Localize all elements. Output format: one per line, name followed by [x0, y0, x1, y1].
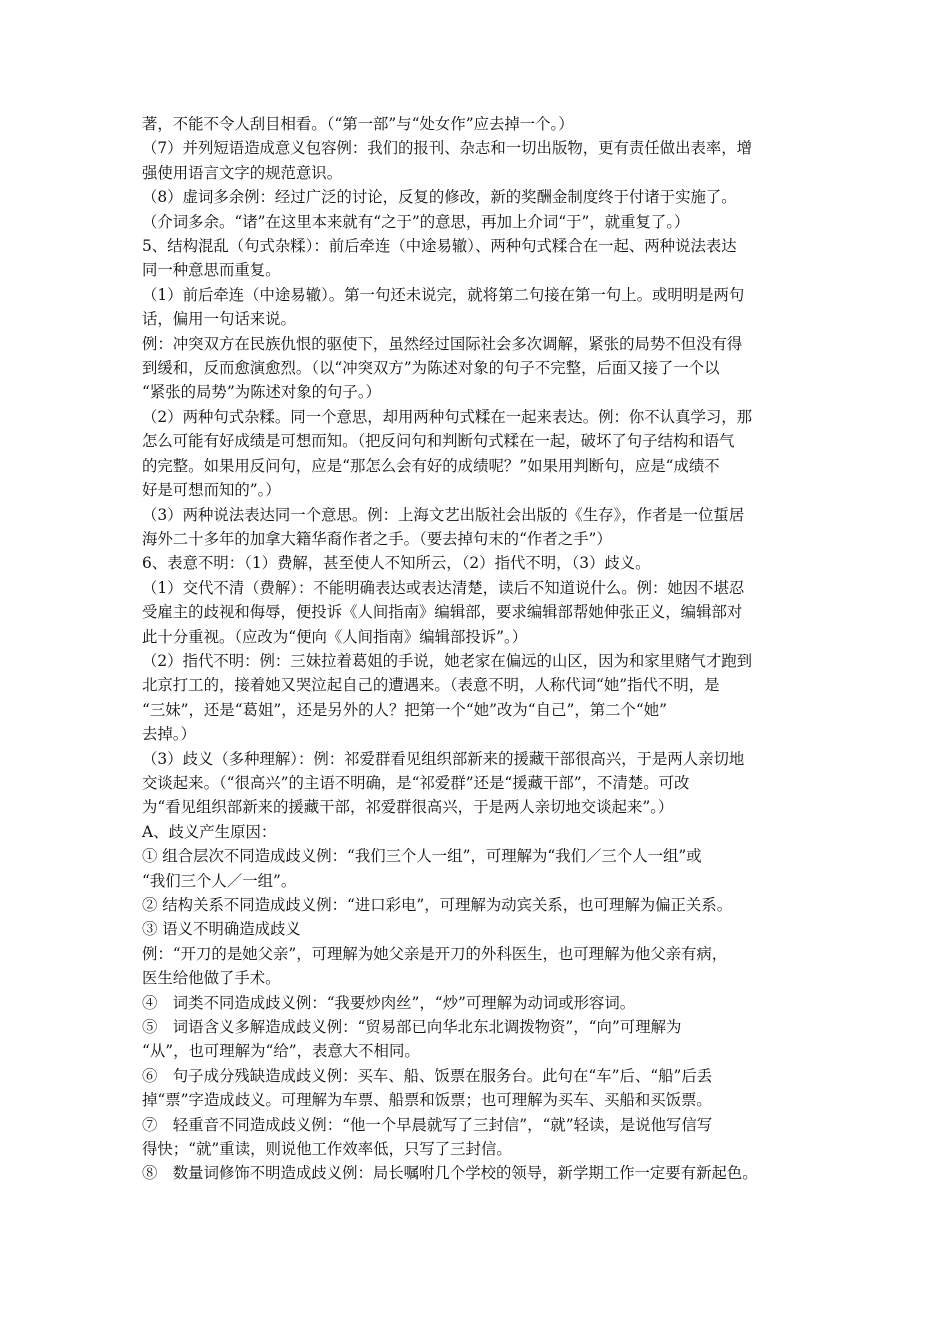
text-line: 强使用语言文字的规范意识。 [142, 163, 343, 182]
text-line: 得快；“就”重读，则说他工作效率低，只写了三封信。 [142, 1140, 512, 1159]
text-line: “紧张的局势”为陈述对象的句子。） [142, 383, 381, 402]
text-line: 去掉。） [142, 725, 196, 744]
text-line: 交谈起来。（“很高兴”的主语不明确，是“祁爱群”还是“援藏干部”，不清楚。可改 [142, 773, 690, 792]
text-line: 话，偏用一句话来说。 [142, 310, 296, 329]
text-line: 医生给他做了手术。 [142, 969, 281, 988]
text-line: ② 结构关系不同造成歧义例：“进口彩电”，可理解为动宾关系，也可理解为偏正关系。 [142, 896, 733, 914]
text-line: （7）并列短语造成意义包容例：我们的报刊、杂志和一切出版物，更有责任做出表率，增 [142, 139, 753, 158]
text-line: 此十分重视。（应改为“便向《人间指南》编辑部投诉”。） [142, 627, 528, 646]
text-line: 5、结构混乱（句式杂糅）：前后牵连（中途易辙）、两种句式糅合在一起、两种说法表达 [142, 237, 737, 256]
text-line: 北京打工的，接着她又哭泣起自己的遭遇来。（表意不明，人称代词“她”指代不明，是 [142, 676, 720, 695]
text-line: 同一种意思而重复。 [142, 261, 281, 280]
text-line: ③ 语义不明确造成歧义 [142, 920, 301, 939]
document-body [142, 112, 832, 1186]
text-line: 例：冲突双方在民族仇恨的驱使下，虽然经过国际社会多次调解，紧张的局势不但没有得 [142, 334, 743, 353]
text-line: 到缓和，反而愈演愈烈。（以“冲突双方”为陈述对象的句子不完整，后面又接了一个以 [142, 359, 720, 378]
text-line: 海外二十多年的加拿大籍华裔作者之手。（要去掉句末的“作者之手”） [142, 529, 612, 548]
text-line: 的完整。如果用反问句，应是“那怎么会有好的成绩呢？”如果用判断句，应是“成绩不 [142, 456, 720, 475]
text-line: 著，不能不令人刮目相看。（“第一部”与“处女作”应去掉一个。） [142, 115, 574, 133]
text-line: 例：“开刀的是她父亲”，可理解为她父亲是开刀的外科医生，也可理解为他父亲有病， [142, 944, 728, 963]
text-line: 6、表意不明：（1）费解，甚至使人不知所云，（2）指代不明，（3）歧义。 [142, 554, 651, 573]
text-line: 怎么可能有好成绩是可想而知。（把反问句和判断句式糅在一起，破坏了句子结构和语气 [142, 432, 735, 451]
text-line: （介词多余。“诸”在这里本来就有“之于”的意思，再加上介词“于”，就重复了。） [142, 212, 690, 231]
text-line: ⑦ 轻重音不同造成歧义例：“他一个早晨就写了三封信”，“就”轻读，是说他写信写 [142, 1115, 713, 1134]
text-line: ① 组合层次不同造成歧义例：“我们三个人一组”，可理解为“我们／三个人一组”或 [142, 847, 702, 866]
text-line: A、歧义产生原因： [142, 822, 277, 841]
text-line: “三妹”，还是“葛姐”，还是另外的人？把第一个“她”改为“自己”，第二个“她” [142, 700, 668, 719]
text-line: （1）前后牵连（中途易辙）。第一句还未说完，就将第二句接在第一句上。或明明是两句 [142, 285, 745, 304]
text-line: （1）交代不清（费解）：不能明确表达或表达清楚，读后不知道说什么。例：她因不堪忍 [142, 578, 745, 597]
text-line: 掉“票”字造成歧义。可理解为车票、船票和饭票；也可理解为买车、买船和买饭票。 [142, 1091, 712, 1110]
text-line: ⑤ 词语含义多解造成歧义例：“贸易部已向华北东北调拨物资”，“向”可理解为 [142, 1018, 682, 1037]
text-line: （2）两种句式杂糅。同一个意思，却用两种句式糅在一起来表达。例：你不认真学习，那 [142, 407, 753, 426]
text-line: （3）两种说法表达同一个意思。例：上海文艺出版社会出版的《生存》，作者是一位蜇居 [142, 505, 745, 524]
text-line: （8）虚词多余例：经过广泛的讨论，反复的修改，新的奖酬金制度终于付诸于实施了。 [142, 188, 737, 207]
text-line: ④ 词类不同造成歧义例：“我要炒肉丝”，“炒”可理解为动词或形容词。 [142, 993, 636, 1012]
text-line: 为“看见组织部新来的援藏干部，祁爱群很高兴，于是两人亲切地交谈起来”。） [142, 798, 674, 817]
text-line: 好是可想而知的”。） [142, 481, 281, 500]
text-line: （3）歧义（多种理解）：例：祁爱群看见组织部新来的援藏干部很高兴，于是两人亲切地 [142, 749, 745, 768]
text-line: 受雇主的歧视和侮辱，便投诉《人间指南》编辑部，要求编辑部帮她伸张正义，编辑部对 [142, 603, 743, 622]
text-line: “我们三个人／一组”。 [142, 871, 297, 890]
text-line: （2）指代不明：例：三妹拉着葛姐的手说，她老家在偏远的山区，因为和家里赌气才跑到 [142, 651, 753, 670]
text-line: ⑥ 句子成分残缺造成歧义例：买车、船、饭票在服务台。此句在“车”后、“船”后丢 [142, 1066, 713, 1085]
text-line: ⑧ 数量词修饰不明造成歧义例：局长嘱咐几个学校的领导，新学期工作一定要有新起色。 [142, 1164, 758, 1183]
text-line: “从”，也可理解为“给”，表意大不相同。 [142, 1042, 420, 1061]
